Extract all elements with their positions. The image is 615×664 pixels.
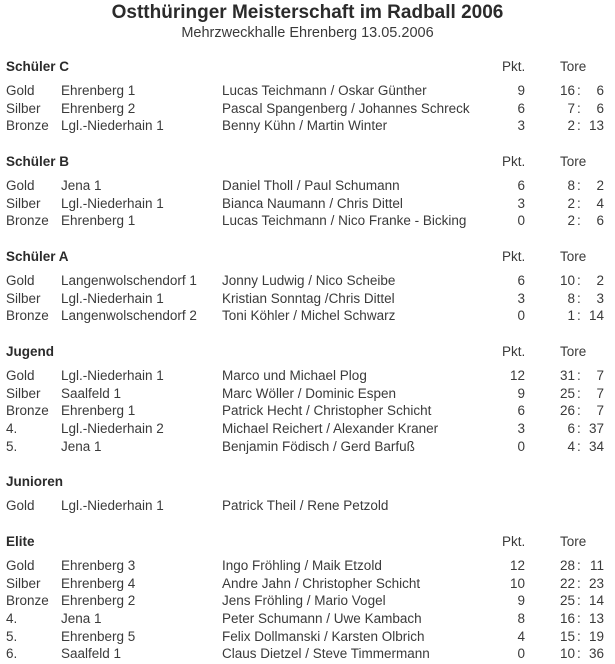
placement: Gold xyxy=(6,558,35,573)
result-row xyxy=(0,646,615,664)
goals-separator: : xyxy=(577,83,581,98)
placement: Bronze xyxy=(6,308,49,324)
result-row xyxy=(0,213,615,231)
result-row xyxy=(0,386,615,404)
result-row xyxy=(0,291,615,309)
player-names: Peter Schumann / Uwe Kambach xyxy=(222,611,422,627)
player-names: Patrick Hecht / Christopher Schicht xyxy=(222,403,432,419)
team-name: Lgl.-Niederhain 2 xyxy=(61,421,164,437)
section-header xyxy=(0,534,615,558)
goals-separator: : xyxy=(577,558,581,573)
goals-conceded: 2 xyxy=(596,178,604,193)
section-junioren xyxy=(0,474,615,516)
team-name: Jena 1 xyxy=(61,438,102,454)
page-title: Ostthüringer Meisterschaft im Radball 2006 xyxy=(111,2,504,23)
player-names: Daniel Tholl / Paul Schumann xyxy=(222,178,400,193)
player-names: Claus Dietzel / Steve Timmermann xyxy=(222,646,430,662)
section-header xyxy=(0,59,615,83)
points-header: Pkt. xyxy=(502,154,526,169)
placement: 5. xyxy=(6,438,18,454)
team-name: Lgl.-Niederhain 1 xyxy=(61,195,164,211)
team-name: Lgl.-Niederhain 1 xyxy=(61,368,164,383)
placement: 4. xyxy=(6,611,18,627)
section-title: Schüler A xyxy=(6,249,69,264)
goals-separator: : xyxy=(577,438,581,454)
goals-conceded: 37 xyxy=(588,421,604,437)
player-names: Felix Dollmanski / Karsten Olbrich xyxy=(222,628,425,644)
player-names: Pascal Spangenberg / Johannes Schreck xyxy=(222,100,470,116)
points-value: 0 xyxy=(517,646,525,662)
player-names: Jonny Ludwig / Nico Scheibe xyxy=(222,273,396,288)
result-row xyxy=(0,421,615,439)
goals-conceded: 36 xyxy=(588,646,604,662)
goals-header: Tore xyxy=(560,344,587,359)
section-sch-ler-a xyxy=(0,249,615,326)
goals-conceded: 14 xyxy=(588,593,604,609)
goals-separator: : xyxy=(577,646,581,662)
goals-scored: 25 xyxy=(559,593,575,609)
section-title: Elite xyxy=(6,534,35,549)
section-header xyxy=(0,474,615,498)
goals-header: Tore xyxy=(560,154,587,169)
team-name: Ehrenberg 1 xyxy=(61,213,136,229)
player-names: Marco und Michael Plog xyxy=(222,368,367,383)
team-name: Ehrenberg 1 xyxy=(61,403,136,419)
goals-separator: : xyxy=(577,611,581,627)
placement: Gold xyxy=(6,368,35,383)
points-header: Pkt. xyxy=(502,534,526,549)
points-value: 9 xyxy=(517,593,525,609)
goals-scored: 2 xyxy=(567,195,575,211)
section-title: Schüler C xyxy=(6,59,70,74)
goals-conceded: 23 xyxy=(588,575,604,591)
goals-scored: 1 xyxy=(567,308,575,324)
goals-conceded: 13 xyxy=(588,611,604,627)
placement: Silber xyxy=(6,575,41,591)
result-row xyxy=(0,558,615,576)
result-row xyxy=(0,273,615,291)
goals-header: Tore xyxy=(560,534,587,549)
placement: Bronze xyxy=(6,213,49,229)
section-sch-ler-c xyxy=(0,59,615,136)
goals-conceded: 6 xyxy=(596,100,604,116)
goals-conceded: 11 xyxy=(589,558,604,573)
goals-separator: : xyxy=(577,213,581,229)
result-row xyxy=(0,629,615,647)
goals-conceded: 7 xyxy=(596,368,604,383)
section-header xyxy=(0,344,615,368)
goals-scored: 25 xyxy=(559,385,575,401)
points-value: 6 xyxy=(517,403,525,419)
player-names: Toni Köhler / Michel Schwarz xyxy=(222,308,396,324)
goals-separator: : xyxy=(577,273,581,288)
points-header: Pkt. xyxy=(502,344,526,359)
page-subtitle: Mehrzweckhalle Ehrenberg 13.05.2006 xyxy=(181,25,434,41)
placement: Bronze xyxy=(6,118,49,134)
section-title: Junioren xyxy=(6,474,64,489)
team-name: Ehrenberg 2 xyxy=(61,593,136,609)
goals-scored: 16 xyxy=(559,611,575,627)
goals-separator: : xyxy=(577,290,581,306)
placement: 4. xyxy=(6,421,18,437)
player-names: Marc Wöller / Dominic Espen xyxy=(222,385,397,401)
team-name: Jena 1 xyxy=(61,611,102,627)
team-name: Langenwolschendorf 1 xyxy=(61,273,197,288)
result-row xyxy=(0,196,615,214)
goals-separator: : xyxy=(577,178,581,193)
points-value: 12 xyxy=(509,558,525,573)
points-value: 9 xyxy=(517,83,525,98)
goals-scored: 7 xyxy=(567,100,575,116)
result-row xyxy=(0,498,615,516)
goals-conceded: 34 xyxy=(588,438,604,454)
team-name: Ehrenberg 1 xyxy=(61,83,136,98)
goals-scored: 22 xyxy=(559,575,575,591)
points-value: 9 xyxy=(517,385,525,401)
goals-header: Tore xyxy=(560,59,587,74)
goals-separator: : xyxy=(577,195,581,211)
placement: Bronze xyxy=(6,403,49,419)
team-name: Ehrenberg 3 xyxy=(61,558,136,573)
points-value: 6 xyxy=(517,178,525,193)
player-names: Lucas Teichmann / Oskar Günther xyxy=(222,83,427,98)
player-names: Jens Fröhling / Mario Vogel xyxy=(222,593,386,609)
goals-separator: : xyxy=(577,628,581,644)
points-value: 8 xyxy=(517,611,525,627)
player-names: Benjamin Födisch / Gerd Barfuß xyxy=(222,438,415,454)
goals-conceded: 7 xyxy=(596,385,604,401)
goals-separator: : xyxy=(577,403,581,419)
section-jugend xyxy=(0,344,615,456)
team-name: Ehrenberg 5 xyxy=(61,628,136,644)
points-value: 4 xyxy=(517,628,525,644)
points-value: 6 xyxy=(517,100,525,116)
placement: Gold xyxy=(6,83,35,98)
team-name: Ehrenberg 4 xyxy=(61,575,136,591)
placement: Silber xyxy=(6,195,41,211)
placement: Silber xyxy=(6,100,41,116)
player-names: Benny Kühn / Martin Winter xyxy=(222,118,388,134)
goals-separator: : xyxy=(577,385,581,401)
goals-conceded: 13 xyxy=(588,118,604,134)
goals-scored: 10 xyxy=(559,273,575,288)
points-value: 3 xyxy=(517,118,525,134)
team-name: Langenwolschendorf 2 xyxy=(61,308,197,324)
team-name: Saalfeld 1 xyxy=(61,385,122,401)
section-title: Schüler B xyxy=(6,154,70,169)
placement: 5. xyxy=(6,628,18,644)
goals-scored: 15 xyxy=(559,628,575,644)
team-name: Ehrenberg 2 xyxy=(61,100,136,116)
player-names: Patrick Theil / Rene Petzold xyxy=(222,498,389,513)
goals-conceded: 7 xyxy=(596,403,604,419)
team-name: Lgl.-Niederhain 1 xyxy=(61,290,164,306)
goals-conceded: 3 xyxy=(596,290,604,306)
goals-scored: 2 xyxy=(567,118,575,134)
player-names: Andre Jahn / Christopher Schicht xyxy=(222,575,421,591)
goals-separator: : xyxy=(577,575,581,591)
goals-conceded: 6 xyxy=(596,213,604,229)
result-row xyxy=(0,576,615,594)
team-name: Lgl.-Niederhain 1 xyxy=(61,118,164,134)
placement: Bronze xyxy=(6,593,49,609)
result-row xyxy=(0,178,615,196)
result-row xyxy=(0,118,615,136)
placement: Silber xyxy=(6,290,41,306)
goals-scored: 2 xyxy=(567,213,575,229)
goals-conceded: 6 xyxy=(596,83,604,98)
points-value: 0 xyxy=(517,308,525,324)
goals-separator: : xyxy=(577,308,581,324)
result-row xyxy=(0,593,615,611)
result-row xyxy=(0,83,615,101)
goals-conceded: 14 xyxy=(588,308,604,324)
result-row xyxy=(0,368,615,386)
placement: Gold xyxy=(6,178,35,193)
goals-separator: : xyxy=(577,593,581,609)
points-header: Pkt. xyxy=(502,249,526,264)
points-value: 3 xyxy=(517,421,525,437)
goals-scored: 28 xyxy=(559,558,575,573)
goals-separator: : xyxy=(577,100,581,116)
goals-conceded: 2 xyxy=(596,273,604,288)
result-row xyxy=(0,611,615,629)
placement: Gold xyxy=(6,498,35,513)
goals-header: Tore xyxy=(560,249,587,264)
goals-scored: 31 xyxy=(559,368,575,383)
goals-scored: 26 xyxy=(559,403,575,419)
player-names: Ingo Fröhling / Maik Etzold xyxy=(222,558,382,573)
team-name: Saalfeld 1 xyxy=(61,646,122,662)
result-row xyxy=(0,308,615,326)
goals-conceded: 19 xyxy=(588,628,604,644)
team-name: Jena 1 xyxy=(61,178,102,193)
points-value: 12 xyxy=(509,368,525,383)
points-value: 6 xyxy=(517,273,525,288)
goals-separator: : xyxy=(577,368,581,383)
points-value: 3 xyxy=(517,195,525,211)
player-names: Kristian Sonntag /Chris Dittel xyxy=(222,290,395,306)
goals-scored: 8 xyxy=(567,178,575,193)
team-name: Lgl.-Niederhain 1 xyxy=(61,498,164,513)
section-elite xyxy=(0,534,615,664)
player-names: Michael Reichert / Alexander Kraner xyxy=(222,421,439,437)
points-header: Pkt. xyxy=(502,59,526,74)
result-row xyxy=(0,403,615,421)
result-row xyxy=(0,439,615,457)
section-header xyxy=(0,154,615,178)
points-value: 0 xyxy=(517,438,525,454)
goals-scored: 16 xyxy=(559,83,575,98)
section-title: Jugend xyxy=(6,344,55,359)
points-value: 3 xyxy=(517,290,525,306)
placement: Gold xyxy=(6,273,35,288)
goals-scored: 6 xyxy=(567,421,575,437)
goals-scored: 4 xyxy=(567,438,575,454)
player-names: Bianca Naumann / Chris Dittel xyxy=(222,195,403,211)
goals-separator: : xyxy=(577,421,581,437)
section-header xyxy=(0,249,615,273)
points-value: 10 xyxy=(509,575,525,591)
result-row xyxy=(0,101,615,119)
goals-separator: : xyxy=(577,118,581,134)
placement: Silber xyxy=(6,385,41,401)
goals-scored: 8 xyxy=(567,290,575,306)
placement: 6. xyxy=(6,646,18,662)
section-sch-ler-b xyxy=(0,154,615,231)
player-names: Lucas Teichmann / Nico Franke - Bicking xyxy=(222,213,467,229)
points-value: 0 xyxy=(517,213,525,229)
goals-conceded: 4 xyxy=(596,195,604,211)
goals-scored: 10 xyxy=(559,646,575,662)
